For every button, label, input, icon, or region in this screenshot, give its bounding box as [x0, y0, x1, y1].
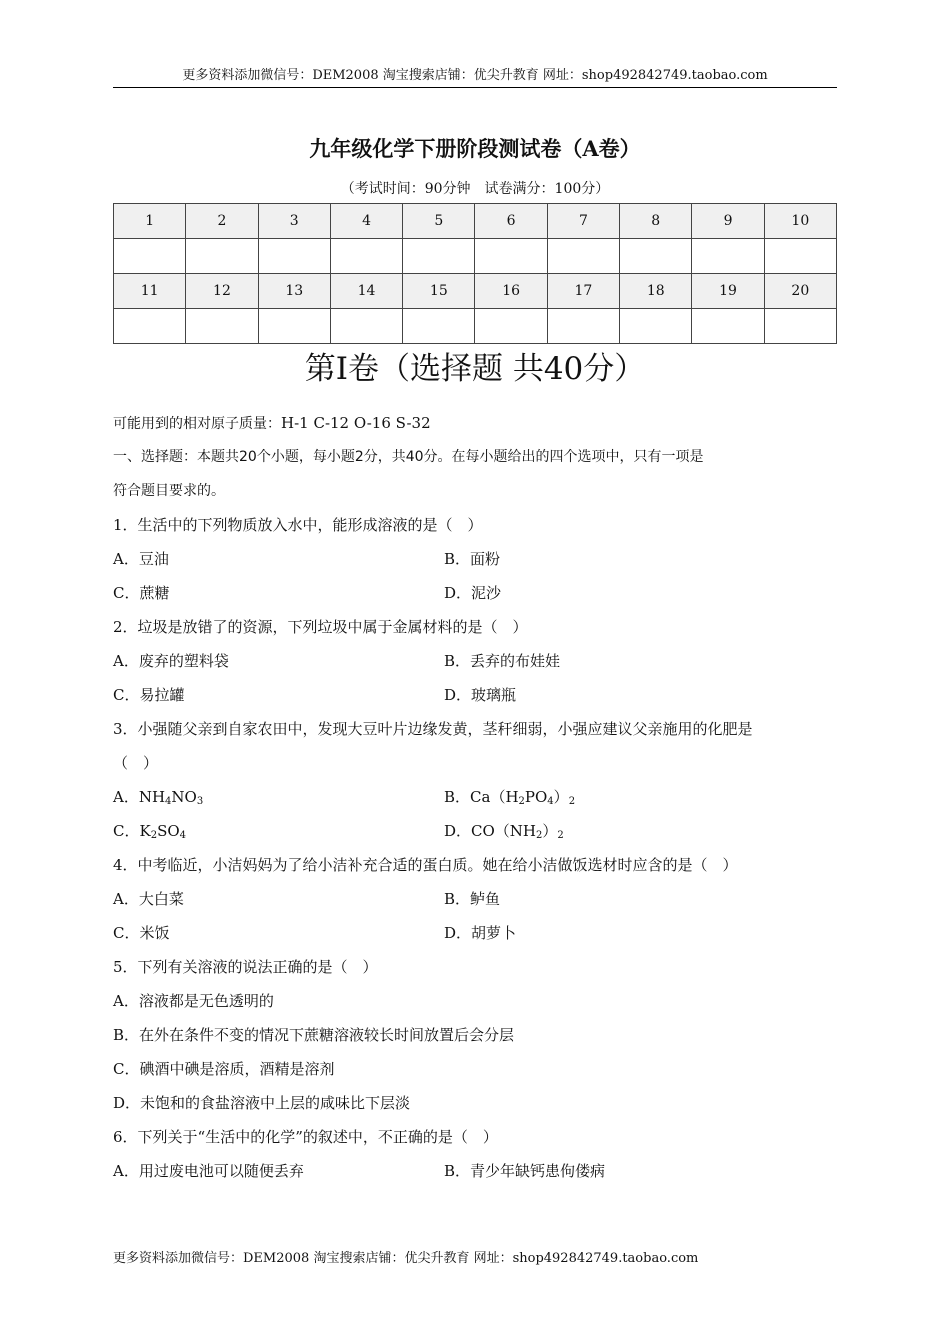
question-number: 12: [186, 274, 258, 309]
option-b[interactable]: B．在外在条件不变的情况下蔗糖溶液较长时间放置后会分层: [113, 1026, 515, 1044]
question-stem-cont: （ ）: [113, 754, 159, 772]
option-b[interactable]: B．面粉: [444, 550, 501, 568]
question-number: 13: [258, 274, 330, 309]
option-c[interactable]: C．易拉罐: [113, 686, 185, 704]
answer-cell[interactable]: [186, 309, 258, 344]
question-number: 18: [620, 274, 692, 309]
question-number: 8: [620, 204, 692, 239]
question-number: 5: [403, 204, 475, 239]
answer-cell[interactable]: [764, 309, 836, 344]
question-number: 14: [330, 274, 402, 309]
answer-table-blank-row: [114, 239, 837, 274]
option-row: [113, 542, 837, 576]
answer-table: [113, 203, 837, 344]
part-title: 第Ⅰ卷（选择题 共40分）: [304, 351, 646, 387]
exam-title: 九年级化学下册阶段测试卷（A卷）: [309, 136, 641, 161]
answer-cell[interactable]: [547, 309, 619, 344]
question-stem: 3．小强随父亲到自家农田中，发现大豆叶片边缘发黄，茎秆细弱，小强应建议父亲施用的化肥是: [113, 720, 753, 738]
question-number: 17: [547, 274, 619, 309]
answer-cell[interactable]: [620, 239, 692, 274]
formula-text: B．Ca（H: [444, 788, 519, 806]
page-footer: 更多资料添加微信号：DEM2008 淘宝搜索店铺：优尖升教育 网址：shop492842749.taobao.com: [113, 1251, 699, 1266]
option-c[interactable]: C．碘酒中碘是溶质，酒精是溶剂: [113, 1060, 335, 1078]
answer-cell[interactable]: [114, 239, 186, 274]
question-number: 16: [475, 274, 547, 309]
page-header: 更多资料添加微信号：DEM2008 淘宝搜索店铺：优尖升教育 网址：shop492842749.taobao.com: [113, 64, 837, 88]
answer-cell[interactable]: [403, 239, 475, 274]
question-number: 19: [692, 274, 764, 309]
answer-cell[interactable]: [330, 239, 402, 274]
option-a[interactable]: A．废弃的塑料袋: [113, 652, 229, 670]
question-list: [113, 406, 837, 1188]
exam-subtitle: （考试时间：90分钟 试卷满分：100分）: [340, 181, 610, 197]
section-instruction-cont: 符合题目要求的。: [113, 483, 225, 499]
question-stem: 5．下列有关溶液的说法正确的是（ ）: [113, 958, 378, 976]
option-row: [113, 814, 837, 848]
option-d[interactable]: D．玻璃瓶: [444, 686, 517, 704]
formula-text: SO: [157, 822, 180, 840]
subscript: 4: [165, 796, 172, 807]
option-row: [113, 644, 837, 678]
formula-text: ）: [542, 822, 558, 840]
option-row: [113, 678, 837, 712]
answer-cell[interactable]: [475, 239, 547, 274]
answer-table-number-row: [114, 274, 837, 309]
atomic-mass-line: [113, 406, 837, 440]
option-b[interactable]: B．青少年缺钙患佝偻病: [444, 1162, 606, 1180]
option-a[interactable]: A．大白菜: [113, 890, 184, 908]
answer-table-blank-row: [114, 309, 837, 344]
option-d[interactable]: D．胡萝卜: [444, 924, 517, 942]
subscript: 4: [179, 830, 187, 841]
option-c[interactable]: C．蔗糖: [113, 584, 170, 602]
question-number: 6: [475, 204, 547, 239]
answer-cell[interactable]: [692, 239, 764, 274]
option-b[interactable]: [444, 780, 775, 814]
question-number: 7: [547, 204, 619, 239]
section-instruction: 一、选择题：本题共20个小题，每小题2分，共40分。在每小题给出的四个选项中，只有一项是: [113, 449, 704, 465]
question-number: 2: [186, 204, 258, 239]
answer-cell[interactable]: [330, 309, 402, 344]
option-a[interactable]: [113, 780, 444, 814]
question-number: 10: [764, 204, 836, 239]
option-row: [113, 882, 837, 916]
answer-cell[interactable]: [475, 309, 547, 344]
option-c[interactable]: C．米饭: [113, 924, 170, 942]
formula-text: A．NH: [113, 788, 166, 806]
option-a[interactable]: A．用过废电池可以随便丢弃: [113, 1162, 304, 1180]
option-row: [113, 780, 837, 814]
answer-cell[interactable]: [258, 239, 330, 274]
question-number: 15: [403, 274, 475, 309]
option-c[interactable]: [113, 814, 444, 848]
answer-cell[interactable]: [764, 239, 836, 274]
answer-cell[interactable]: [403, 309, 475, 344]
subscript: 2: [518, 796, 525, 807]
answer-cell[interactable]: [114, 309, 186, 344]
answer-table-number-row: [114, 204, 837, 239]
subscript: 2: [557, 830, 564, 841]
question-number: 4: [330, 204, 402, 239]
subscript: 2: [536, 830, 543, 841]
question-number: 9: [692, 204, 764, 239]
question-number: 20: [764, 274, 836, 309]
formula-text: D．CO（NH: [444, 822, 537, 840]
option-a[interactable]: A．豆油: [113, 550, 169, 568]
option-d[interactable]: [444, 814, 775, 848]
subscript: 4: [547, 796, 554, 807]
option-d[interactable]: D．泥沙: [444, 584, 502, 602]
answer-cell[interactable]: [547, 239, 619, 274]
question-stem: 6．下列关于“生活中的化学”的叙述中，不正确的是（ ）: [113, 1128, 498, 1146]
subscript: 2: [150, 830, 158, 841]
formula-text: ）: [553, 788, 569, 806]
question-number: 11: [114, 274, 186, 309]
formula-text: NO: [171, 788, 197, 806]
answer-cell[interactable]: [258, 309, 330, 344]
question-number: 3: [258, 204, 330, 239]
formula-text: PO: [524, 788, 548, 806]
question-stem: 4．中考临近，小洁妈妈为了给小洁补充合适的蛋白质。她在给小洁做饭选材时应含的是（ ）: [113, 856, 738, 874]
question-number: 1: [114, 204, 186, 239]
atomic-mass-values: H-1 C-12 O-16 S-32: [281, 414, 431, 432]
question-stem: 1．生活中的下列物质放入水中，能形成溶液的是（ ）: [113, 516, 483, 534]
option-row: [113, 916, 837, 950]
option-b[interactable]: B．丢弃的布娃娃: [444, 652, 561, 670]
answer-cell[interactable]: [620, 309, 692, 344]
formula-text: C．K: [113, 822, 151, 840]
answer-cell[interactable]: [692, 309, 764, 344]
subscript: 2: [568, 796, 576, 807]
subscript: 3: [196, 796, 204, 807]
answer-cell[interactable]: [186, 239, 258, 274]
option-b[interactable]: B．鲈鱼: [444, 890, 501, 908]
option-row: [113, 576, 837, 610]
question-stem: 2．垃圾是放错了的资源，下列垃圾中属于金属材料的是（ ）: [113, 618, 528, 636]
option-row: [113, 1154, 837, 1188]
option-d[interactable]: D．未饱和的食盐溶液中上层的咸味比下层淡: [113, 1094, 411, 1112]
atomic-mass-label: 可能用到的相对原子质量：: [113, 416, 281, 432]
option-a[interactable]: A．溶液都是无色透明的: [113, 992, 274, 1010]
